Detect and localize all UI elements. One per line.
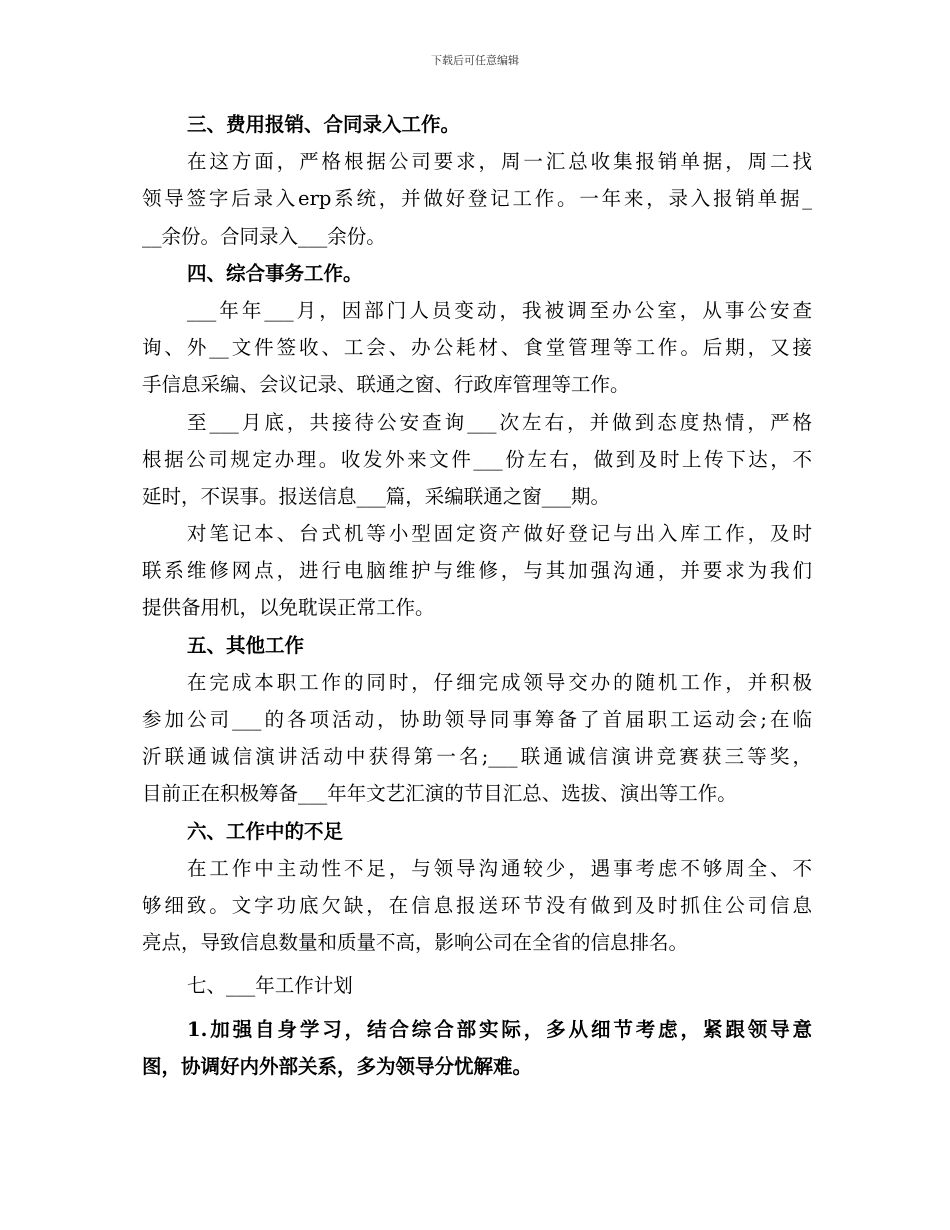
paragraph-line: 对笔记本、台式机等小型固定资产做好登记与出入库工作，及时 [187,522,812,546]
paragraph-line: 至___月底，共接待公安查询___次左右，并做到态度热情，严格 [187,410,812,434]
paragraph-line: 联系维修网点，进行电脑维护与维修，与其加强沟通，并要求为我们 [142,559,812,583]
section-heading-shortcomings: 六、工作中的不足 [187,819,344,843]
section-heading-expense: 三、费用报销、合同录入工作。 [187,113,461,136]
paragraph-line: 亮点，导致信息数量和质量不高，影响公司在全省的信息排名。 [142,931,689,955]
paragraph-line: 在这方面，严格根据公司要求，周一汇总收集报销单据，周二找 [187,150,812,174]
paragraph-line: 目前正在积极筹备___年年文艺汇演的节目汇总、选拔、演出等工作。 [142,782,737,806]
paragraph-line: 提供备用机，以免耽误正常工作。 [142,596,435,620]
section-heading-general-affairs: 四、综合事务工作。 [187,261,363,285]
plan-item-line: 图，协调好内外部关系，多为领导分忧解难。 [142,1054,533,1078]
paragraph-line: 在完成本职工作的同时，仔细完成领导交办的随机工作，并积极 [187,670,812,694]
paragraph-line: 根据公司规定办理。收发外来文件___份左右，做到及时上传下达，不 [142,447,812,471]
paragraph-line: 沂联通诚信演讲活动中获得第一名;___联通诚信演讲竞赛获三等奖， [142,745,812,769]
paragraph-line: 参加公司___的各项活动，协助领导同事筹备了首届职工运动会;在临 [142,708,812,731]
paragraph-line: 在工作中主动性不足，与领导沟通较少，遇事考虑不够周全、不 [187,856,812,880]
paragraph-line: 领导签字后录入erp系统，并做好登记工作。一年来，录入报销单据_ [142,187,812,211]
plan-item-line: 1.加强自身学习，结合综合部实际，多从细节考虑，紧跟领导意 [187,1017,812,1041]
paragraph-line: ___年年___月，因部门人员变动，我被调至办公室，从事公安查 [187,298,812,322]
paragraph-line: 够细致。文字功底欠缺，在信息报送环节没有做到及时抓住公司信息 [142,893,812,917]
page-header: 下载后可任意编辑 [431,54,519,67]
paragraph-line: __余份。合同录入___余份。 [142,224,386,248]
document-body [142,106,812,1085]
paragraph-line: 手信息采编、会议记录、联通之窗、行政库管理等工作。 [142,373,630,397]
paragraph-line: 询、外__文件签收、工会、办公耗材、食堂管理等工作。后期，又接 [142,336,812,360]
section-heading-work-plan: 七、___年工作计划 [187,974,353,998]
paragraph-line: 延时，不误事。报送信息___篇，采编联通之窗___期。 [142,484,611,508]
section-heading-other-work: 五、其他工作 [187,633,305,657]
